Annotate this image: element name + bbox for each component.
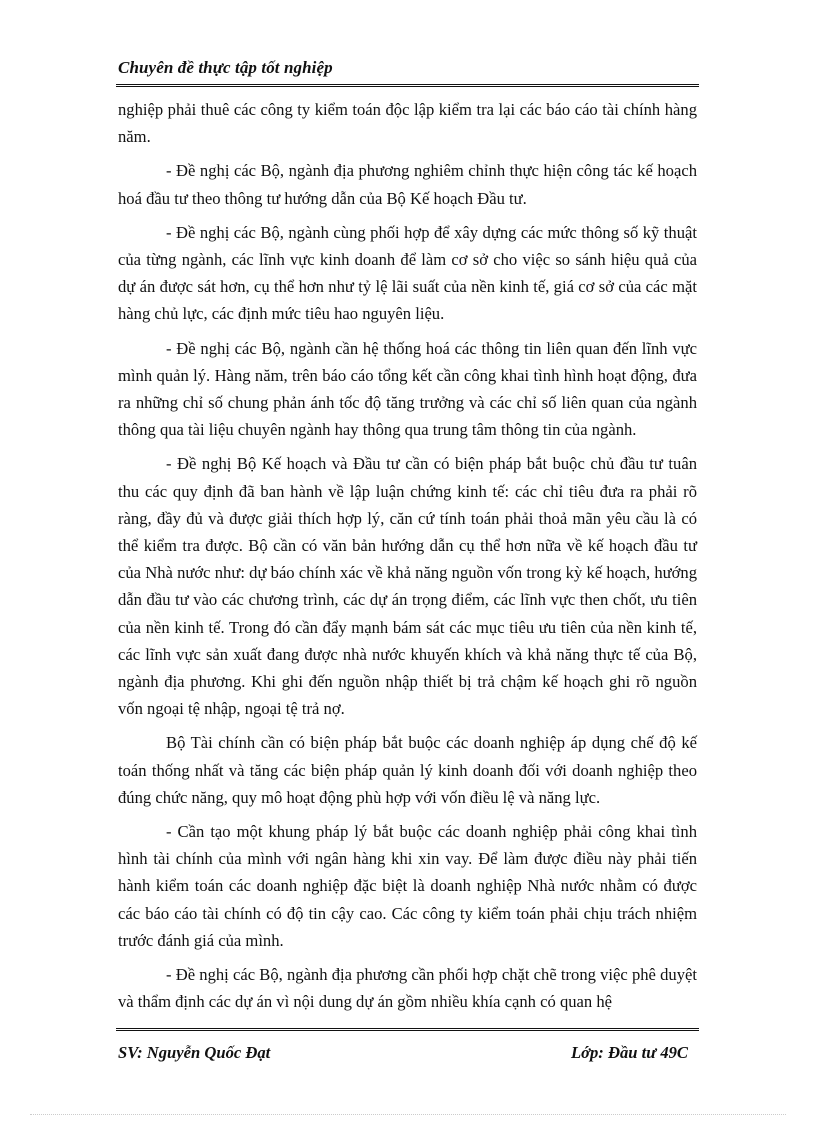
paragraph: Bộ Tài chính cần có biện pháp bắt buộc các doanh nghiệp áp dụng chế độ kế toán thống nhất và tăng các biện pháp quản lý kinh doanh đối với doanh nghiệp theo đúng chức năng, quy mô hoạt động phù hợp với vốn điều lệ và năng lực. <box>118 733 697 807</box>
document-body <box>118 96 697 1023</box>
paragraph: - Đề nghị các Bộ, ngành địa phương cần phối hợp chặt chẽ trong việc phê duyệt và thẩm định các dự án vì nội dung dự án gồm nhiều khía cạnh có quan hệ <box>118 965 697 1012</box>
paragraph: nghiệp phải thuê các công ty kiểm toán độc lập kiểm tra lại các báo cáo tài chính hàng năm. <box>118 100 697 147</box>
paragraph: - Đề nghị Bộ Kế hoạch và Đầu tư cần có biện pháp bắt buộc chủ đầu tư tuân thu các quy định đã ban hành về lập luận chứng kinh tế: các chỉ tiêu đưa ra phải rõ ràng, đầy đủ và được giải thích hợp lý, căn cứ tính toán phải thoả mãn yêu cầu là có thể kiểm tra được. Bộ cần có văn bản hướng dẫn cụ thể hơn nữa về kế hoạch đầu tư của Nhà nước như: dự báo chính xác về khả năng nguồn vốn trong kỳ kế hoạch, hướng dẫn đầu tư vào các chương trình, các dự án trọng điểm, các lĩnh vực then chốt, ưu tiên của nền kinh tế. Trong đó cần đẩy mạnh bám sát các mục tiêu ưu tiên của nền kinh tế, các lĩnh vực sản xuất đang được nhà nước khuyến khích và khả năng thực tế của Bộ, ngành địa phương. Khi ghi đến nguồn nhập thiết bị trả chậm kế hoạch ghi rõ nguồn vốn ngoại tệ nhập, ngoại tệ trả nợ. <box>118 454 697 719</box>
header-divider <box>116 84 699 87</box>
paragraph: - Đề nghị các Bộ, ngành cần hệ thống hoá các thông tin liên quan đến lĩnh vực mình quản lý. Hàng năm, trên báo cáo tổng kết cần công khai tình hình hoạt động, đưa ra những chỉ số chung phản ánh tốc độ tăng trưởng và các chỉ số liên quan của ngành thông qua tài liệu chuyên ngành hay thông qua trung tâm thông tin của ngành. <box>118 338 697 440</box>
page-edge <box>30 1114 786 1115</box>
footer-class: Lớp: Đầu tư 49C <box>570 1043 688 1062</box>
footer-divider <box>116 1028 699 1031</box>
paragraph: - Đề nghị các Bộ, ngành địa phương nghiêm chỉnh thực hiện công tác kế hoạch hoá đầu tư theo thông tư hướng dẫn của Bộ Kế hoạch Đầu tư. <box>118 161 697 208</box>
paragraph: - Cần tạo một khung pháp lý bắt buộc các doanh nghiệp phải công khai tình hình tài chính của mình với ngân hàng khi xin vay. Để làm được điều này phải tiến hành kiểm toán các doanh nghiệp đặc biệt là doanh nghiệp Nhà nước nhằm có được các báo cáo tài chính có độ tin cậy cao. Các công ty kiểm toán phải chịu trách nhiệm trước đánh giá của mình. <box>118 822 697 950</box>
header-title: Chuyên đề thực tập tốt nghiệp <box>118 58 333 77</box>
paragraph: - Đề nghị các Bộ, ngành cùng phối hợp để xây dựng các mức thông số kỹ thuật của từng ngành, các lĩnh vực kinh doanh để làm cơ sở cho việc so sánh hiệu quả của dự án được sát hơn, cụ thể hơn như tỷ lệ lãi suất của nền kinh tế, giá cơ sở của các mặt hàng chủ lực, các định mức tiêu hao nguyên liệu. <box>118 222 697 324</box>
footer-student: SV: Nguyễn Quốc Đạt <box>118 1043 271 1062</box>
